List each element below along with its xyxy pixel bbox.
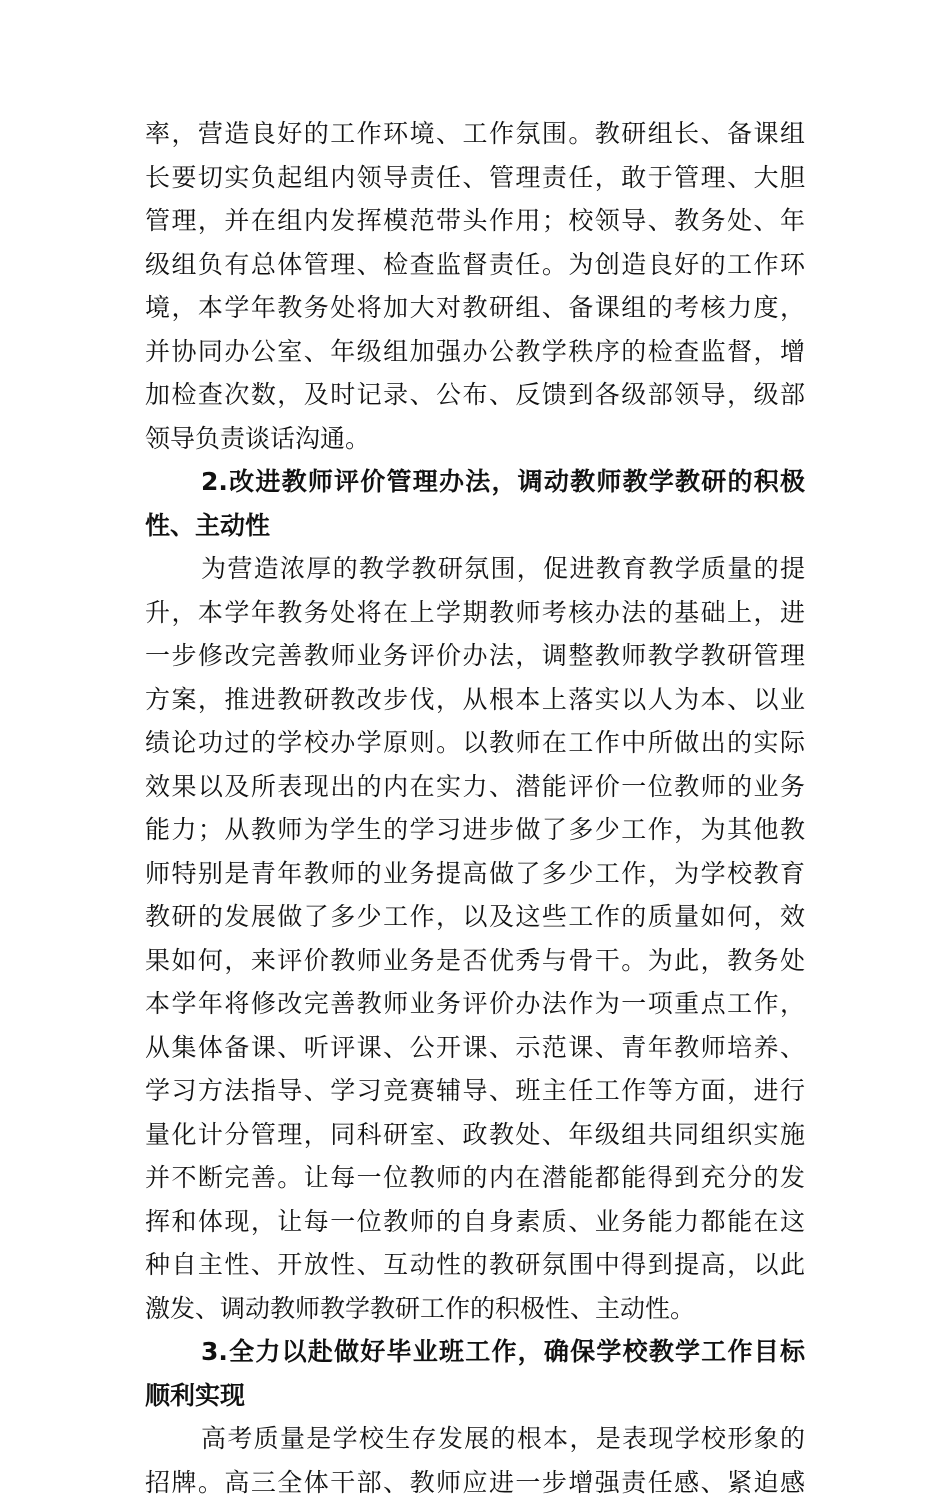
text-line: 挥和体现，让每一位教师的自身素质、业务能力都能在这 [145,1200,805,1244]
paragraph-work-environment [145,112,805,460]
text-line: 效果以及所表现出的内在实力、潜能评价一位教师的业务 [145,765,805,809]
text-line: 级组负有总体管理、检查监督责任。为创造良好的工作环 [145,243,805,287]
text-line: 加检查次数，及时记录、公布、反馈到各级部领导，级部 [145,373,805,417]
heading-line: 性、主动性 [145,504,805,548]
text-line: 一步修改完善教师业务评价办法，调整教师教学教研管理 [145,634,805,678]
text-line: 长要切实负起组内领导责任、管理责任，敢于管理、大胆 [145,156,805,200]
text-line: 高考质量是学校生存发展的根本，是表现学校形象的 [145,1417,805,1461]
text-line: 量化计分管理，同科研室、政教处、年级组共同组织实施 [145,1113,805,1157]
section-heading-2 [145,460,805,547]
paragraph-graduating-class [145,1417,805,1504]
text-line: 领导负责谈话沟通。 [145,417,805,461]
text-line: 管理，并在组内发挥模范带头作用；校领导、教务处、年 [145,199,805,243]
text-line: 招牌。高三全体干部、教师应进一步增强责任感、紧迫感 [145,1461,805,1504]
heading-line: 顺利实现 [145,1374,805,1418]
text-line: 境，本学年教务处将加大对教研组、备课组的考核力度， [145,286,805,330]
text-line: 为营造浓厚的教学教研氛围，促进教育教学质量的提 [145,547,805,591]
text-line: 教研的发展做了多少工作，以及这些工作的质量如何，效 [145,895,805,939]
text-line: 种自主性、开放性、互动性的教研氛围中得到提高，以此 [145,1243,805,1287]
paragraph-teacher-evaluation [145,547,805,1330]
text-line: 率，营造良好的工作环境、工作氛围。教研组长、备课组 [145,112,805,156]
text-line: 升，本学年教务处将在上学期教师考核办法的基础上，进 [145,591,805,635]
document-page [145,112,805,1504]
text-line: 绩论功过的学校办学原则。以教师在工作中所做出的实际 [145,721,805,765]
heading-line: 2.改进教师评价管理办法，调动教师教学教研的积极 [145,460,805,504]
text-line: 从集体备课、听评课、公开课、示范课、青年教师培养、 [145,1026,805,1070]
text-line: 学习方法指导、学习竞赛辅导、班主任工作等方面，进行 [145,1069,805,1113]
text-line: 师特别是青年教师的业务提高做了多少工作，为学校教育 [145,852,805,896]
text-line: 并不断完善。让每一位教师的内在潜能都能得到充分的发 [145,1156,805,1200]
text-line: 能力；从教师为学生的学习进步做了多少工作，为其他教 [145,808,805,852]
text-line: 果如何，来评价教师业务是否优秀与骨干。为此，教务处 [145,939,805,983]
text-line: 激发、调动教师教学教研工作的积极性、主动性。 [145,1287,805,1331]
text-line: 方案，推进教研教改步伐，从根本上落实以人为本、以业 [145,678,805,722]
text-line: 本学年将修改完善教师业务评价办法作为一项重点工作， [145,982,805,1026]
heading-line: 3.全力以赴做好毕业班工作，确保学校教学工作目标 [145,1330,805,1374]
text-line: 并协同办公室、年级组加强办公教学秩序的检查监督，增 [145,330,805,374]
section-heading-3 [145,1330,805,1417]
